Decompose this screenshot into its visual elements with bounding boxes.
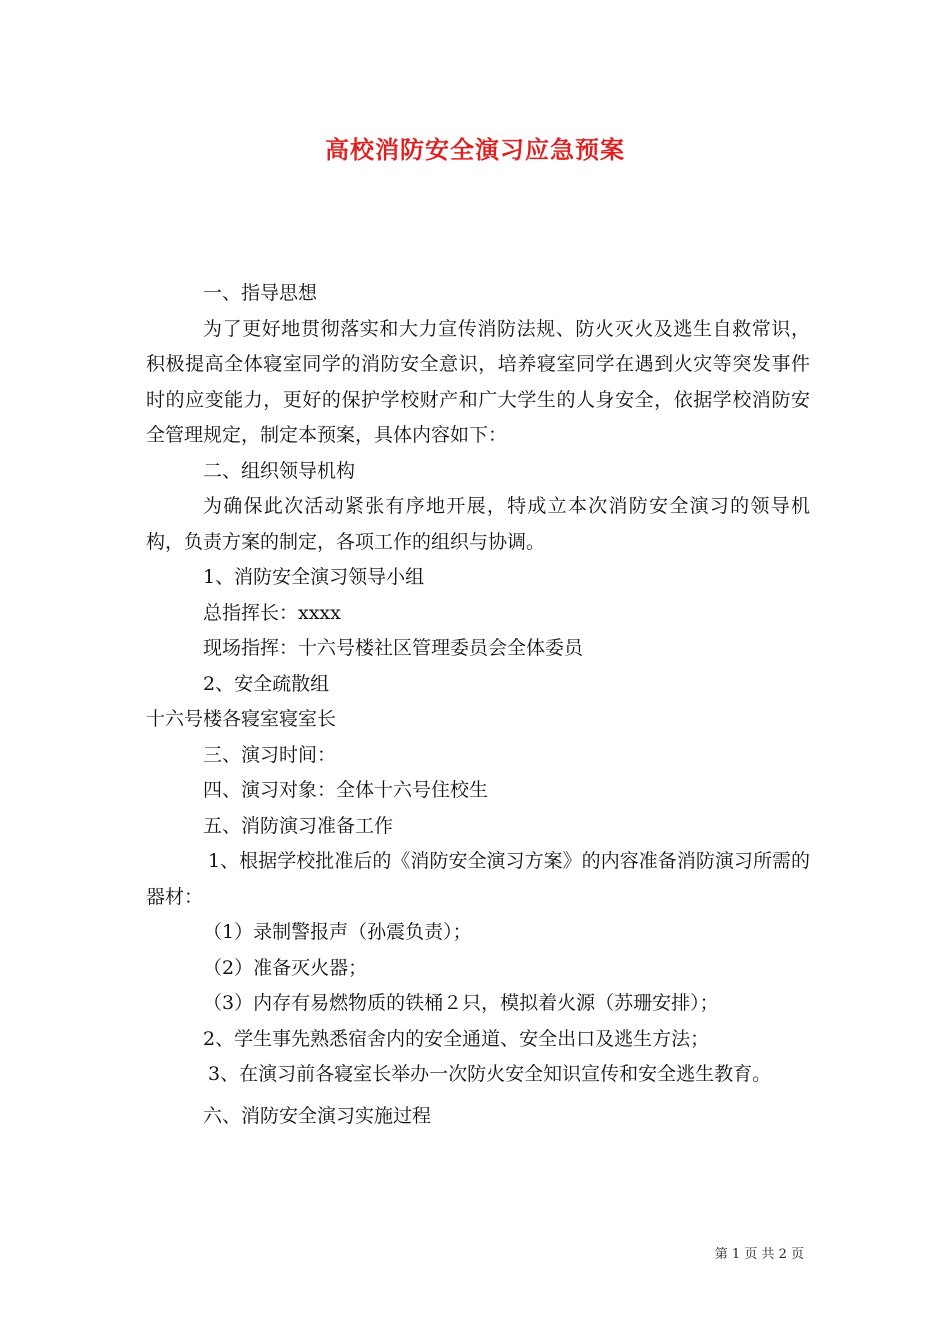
paragraph-preparation-equipment: 1、根据学校批准后的《消防安全演习方案》的内容准备消防演习所需的器材： [146,850,810,908]
paragraph-purpose: 为了更好地贯彻落实和大力宣传消防法规、防火灭火及逃生自救常识，积极提高全体寝室同学的消防安全意识，培养寝室同学在遇到火灾等突发事件时的应变能力，更好的保护学校财产和广大学生的人身安全，依据学校消防安全管理规定，制定本预案，具体内容如下： [146,317,810,446]
item-fire-extinguisher: （2）准备灭火器； [203,956,368,979]
item-evacuation-group: 2、安全疏散组 [203,672,330,695]
item-leadership-group: 1、消防安全演习领导小组 [203,566,425,588]
section-heading-drill-target: 四、演习对象：全体十六号住校生 [203,779,489,801]
paragraph-safety-education: 3、在演习前各寝室长举办一次防火安全知识宣传和安全逃生教育。 [208,1063,772,1085]
page-number: 第 1 页 共 2 页 [714,1247,804,1262]
section-heading-guiding-idea: 一、指导思想 [203,282,318,304]
document-title: 高校消防安全演习应急预案 [325,135,625,164]
item-fire-source: （3）内存有易燃物质的铁桶２只，模拟着火源（苏珊安排）； [203,992,719,1014]
section-heading-organization: 二、组织领导机构 [203,459,356,482]
section-heading-drill-time: 三、演习时间： [203,743,337,766]
item-dorm-heads: 十六号楼各寝室寝室长 [146,708,337,730]
item-commander-in-chief: 总指挥长：xxxx [203,601,341,624]
item-alarm-recording: （1）录制警报声（孙震负责）； [203,921,472,943]
paragraph-familiarize-exits: 2、学生事先熟悉宿舍内的安全通道、安全出口及逃生方法； [203,1027,710,1050]
paragraph-organization: 为确保此次活动紧张有序地开展，特成立本次消防安全演习的领导机构，负责方案的制定，各项工作的组织与协调。 [146,495,810,553]
document-body [146,276,810,1134]
section-heading-implementation: 六、消防安全演习实施过程 [203,1104,432,1127]
section-heading-preparation: 五、消防演习准备工作 [203,814,394,837]
item-site-commander: 现场指挥：十六号楼社区管理委员会全体委员 [203,637,584,659]
